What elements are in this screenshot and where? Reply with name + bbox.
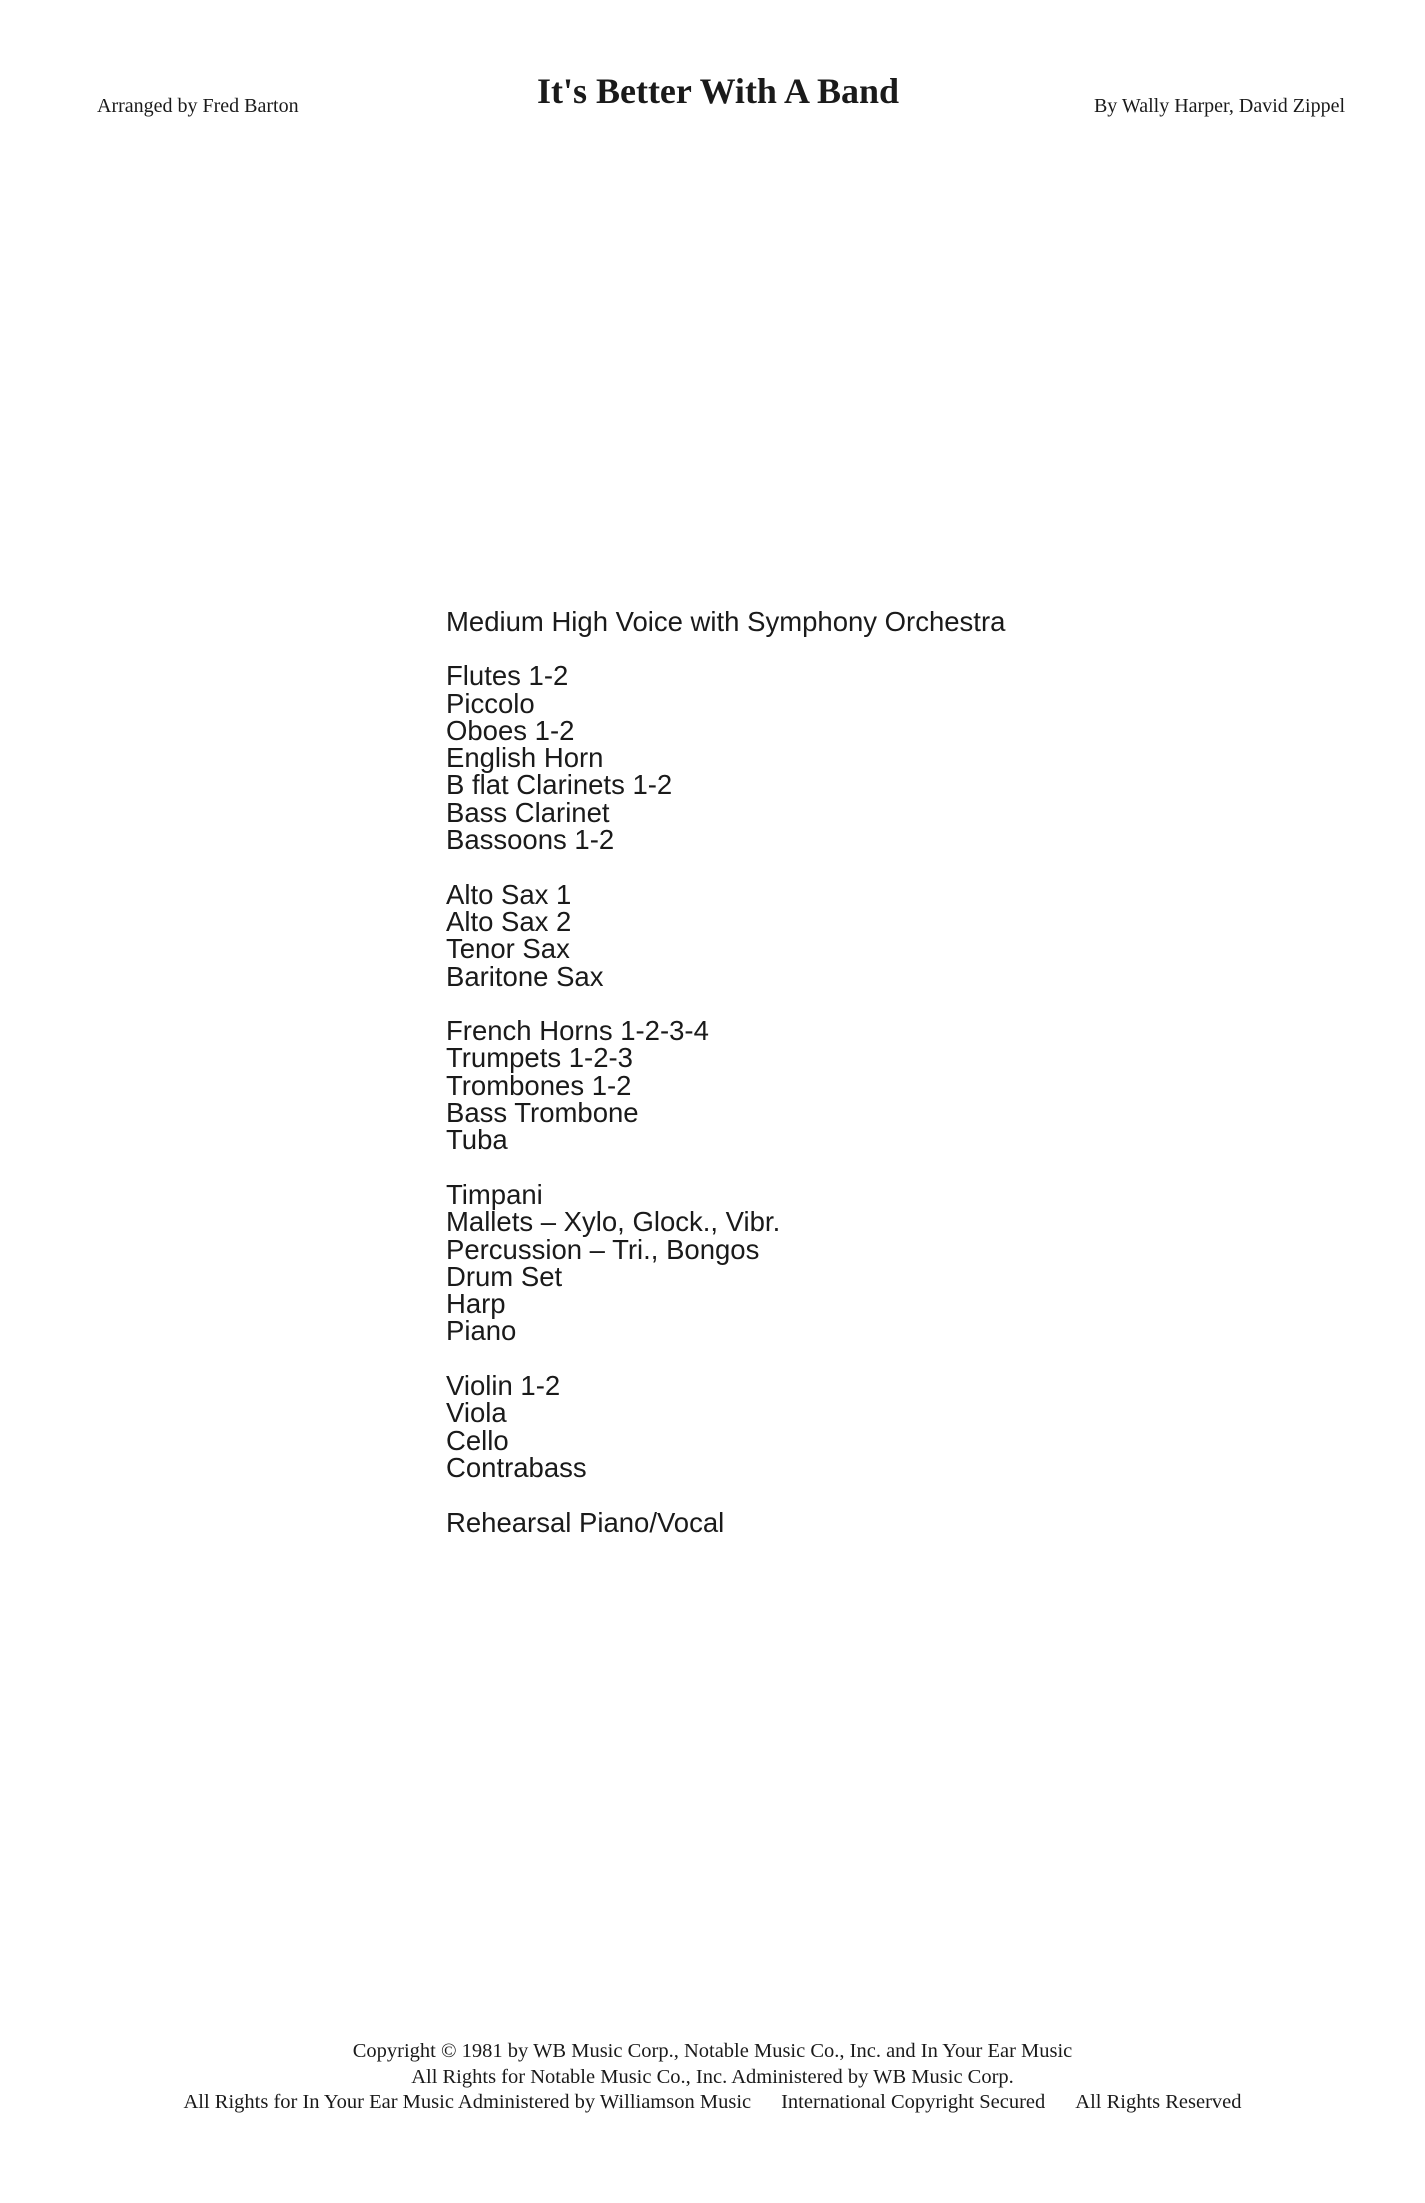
all-rights-reserved-text: All Rights Reserved	[1075, 2091, 1242, 2113]
rights-administered-text: All Rights for In Your Ear Music Administered by Williamson Music	[183, 2091, 752, 2113]
instrument-item: Timpani	[446, 1178, 543, 1210]
instrument-item: Harp	[446, 1288, 506, 1320]
rights-line-combined	[0, 2090, 1425, 2116]
instrument-item: Viola	[446, 1397, 507, 1429]
instrument-item: Bass Clarinet	[446, 796, 610, 828]
copyright-footer	[0, 2039, 1425, 2116]
instrumentation-heading: Medium High Voice with Symphony Orchestra	[446, 606, 1006, 637]
instrument-item: Piccolo	[446, 687, 535, 719]
composer-credit: By Wally Harper, David Zippel	[1093, 95, 1345, 117]
instrument-item: Bassoons 1-2	[446, 824, 615, 856]
rehearsal-group	[446, 1506, 1005, 1538]
instrument-item: Alto Sax 2	[446, 905, 572, 937]
instrumentation-list	[446, 608, 1005, 1563]
instrument-item: Tenor Sax	[446, 933, 570, 965]
instrument-item: French Horns 1-2-3-4	[446, 1015, 709, 1047]
strings-group	[446, 1372, 1005, 1481]
instrument-item: Alto Sax 1	[446, 878, 572, 910]
percussion-keyboard-group	[446, 1178, 1005, 1347]
woodwinds-group	[446, 660, 1005, 856]
instrument-item: Mallets – Xylo, Glock., Vibr.	[446, 1206, 781, 1238]
arranger-credit: Arranged by Fred Barton	[97, 95, 299, 117]
instrument-item: Trumpets 1-2-3	[446, 1042, 633, 1074]
international-copyright-text: International Copyright Secured	[781, 2091, 1046, 2113]
instrument-item: Trombones 1-2	[446, 1069, 632, 1101]
song-title-text: It's Better With A Band	[536, 71, 900, 111]
instrument-item: Percussion – Tri., Bongos	[446, 1233, 760, 1265]
copyright-line: Copyright © 1981 by WB Music Corp., Notable Music Co., Inc. and In Your Ear Music	[352, 2040, 1073, 2062]
instrument-item: Piano	[446, 1315, 517, 1347]
instrument-item: Rehearsal Piano/Vocal	[446, 1506, 725, 1538]
instrument-item: English Horn	[446, 742, 604, 774]
instrument-item: Oboes 1-2	[446, 714, 575, 746]
instrument-item: Tuba	[446, 1124, 508, 1156]
instrument-item: B flat Clarinets 1-2	[446, 769, 673, 801]
rights-line: All Rights for Notable Music Co., Inc. Administered by WB Music Corp.	[411, 2065, 1014, 2088]
instrument-item: Baritone Sax	[446, 960, 604, 992]
instrument-item: Violin 1-2	[446, 1370, 561, 1402]
instrument-item: Drum Set	[446, 1260, 563, 1292]
brass-group	[446, 1015, 1005, 1156]
instrument-item: Flutes 1-2	[446, 660, 569, 692]
instrument-item: Contrabass	[446, 1451, 587, 1483]
instrument-item: Cello	[446, 1424, 509, 1456]
instrument-item: Bass Trombone	[446, 1097, 639, 1129]
saxophones-group	[446, 878, 1005, 992]
